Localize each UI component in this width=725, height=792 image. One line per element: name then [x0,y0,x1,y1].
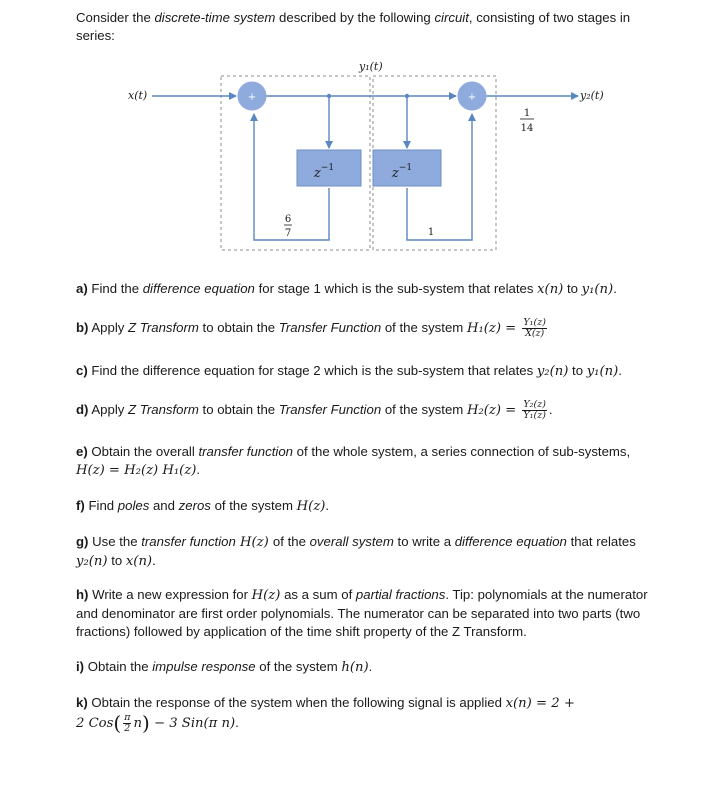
qb-text-1: Apply [88,319,129,335]
qc-text-1: Find the difference equation for stage 2 which is the sub-system that relates [87,363,537,378]
question-c-label: c) [76,363,88,378]
qg-text-5: to [107,553,126,568]
intro-emph-1: discrete-time system [154,10,276,25]
qf-text-4: . [325,498,330,513]
delay-block-2-label: $z^{-1}$ [391,163,413,181]
qd-text-3: of the system [381,401,467,417]
adder-1-sign: + [247,92,257,103]
qa-text-4: . [613,281,617,296]
gain1-denominator: 7 [284,228,292,239]
qc-text-3: . [618,363,622,378]
delay-block-1-label: $z^{-1}$ [313,163,335,181]
qf-emph-2: zeros [178,498,211,513]
intro-text-2: described by the following [275,10,435,25]
qd-text-1: Apply [88,401,129,417]
out-gain-numerator: 1 [523,108,531,119]
qi-text-2: of the system [255,659,342,674]
qe-text-1: Obtain the overall [87,444,199,459]
qb-text-3: of the system [381,319,467,335]
qk-math-2: 2 Cos [76,715,114,731]
qg-math-2: y₂(n) [76,554,108,569]
qk-paren-open: ( [113,710,122,735]
qb-frac-num: Y₁(z) [523,317,546,328]
question-i-label: i) [76,659,85,674]
qg-text-6: . [152,553,156,568]
qk-frac-num: π [124,712,131,723]
qh-math-1: H(z) [251,588,281,603]
qf-text-2: and [149,498,179,513]
qa-emph-1: difference equation [142,281,255,296]
qg-text-4: that relates [566,534,636,549]
qi-text-1: Obtain the [84,659,153,674]
qb-math-1: H₁(z) = [466,320,521,336]
qd-text-4: . [548,401,553,417]
qg-text-2: of the [272,534,310,549]
qb-text-2: to obtain the [198,319,279,335]
question-f-label: f) [76,498,85,513]
qg-emph-1: transfer function [141,534,236,549]
qd-emph-2: Transfer Function [278,401,382,417]
qk-paren-close: ) [141,710,150,735]
question-d-label: d) [76,401,89,417]
qa-math-1: x(n) [537,282,564,297]
qa-text-1: Find the [87,281,143,296]
question-h-label: h) [76,587,89,602]
qi-emph-1: impulse response [152,659,256,674]
qa-text-3: to [563,281,582,296]
qb-frac-den: X(z) [525,328,545,339]
intro-text-1: Consider the [76,10,155,25]
qb-emph-1: Z Transform [128,319,199,335]
qh-text-1: Write a new expression for [88,587,252,602]
qa-math-2: y₁(n) [581,282,614,297]
qb-emph-2: Transfer Function [278,319,382,335]
question-c [76,362,661,381]
question-g-label: g) [76,534,89,549]
qd-frac-den: Y₁(z) [523,410,546,421]
question-g [76,533,661,571]
intro-text-3: , consisting of two stages in series: [76,10,631,43]
qh-text-2: as a sum of [280,587,356,602]
qe-text-2: of the whole system, a series connection of sub-systems, [293,444,631,459]
question-h [76,586,661,641]
gain2-label: 1 [427,227,435,238]
qk-text-1: Obtain the response of the system when the following signal is applied [87,695,506,710]
question-e-label: e) [76,444,88,459]
output-label: y₂(t) [580,89,604,102]
qe-math-1: H(z) = H₂(z) H₁(z) [76,463,197,478]
question-k-label: k) [76,695,88,710]
qc-math-2: y₁(n) [586,364,619,379]
question-b [76,318,661,339]
question-a-label: a) [76,281,88,296]
adder-2-sign: + [467,92,477,103]
qk-math-3: n [133,715,142,731]
question-k [76,694,661,734]
question-e [76,443,661,480]
qb-fraction [522,318,547,339]
out-gain-denominator: 14 [520,123,534,134]
question-b-label: b) [76,319,89,335]
qa-text-2: for stage 1 which is the sub-system that relates [254,281,538,296]
qg-math-1: H(z) [235,535,273,550]
qg-text-1: Use the [88,534,142,549]
qe-emph-1: transfer function [198,444,293,459]
qh-text-3: . Tip: polynomials at the numerator and denominator are first order polynomials. The numerator can be separated into two parts (two fractions) followed by application of the time shift property of the Z Transform. [76,587,648,639]
question-a [76,280,661,299]
qf-math-1: H(z) [296,499,326,514]
qc-math-1: y₂(n) [536,364,569,379]
qg-emph-2: overall system [309,534,394,549]
qk-fraction [123,713,131,734]
question-d [76,400,661,421]
question-f [76,497,661,516]
qg-emph-3: difference equation [454,534,567,549]
qg-text-3: to write a [393,534,455,549]
question-i [76,658,661,677]
qd-emph-1: Z Transform [128,401,199,417]
qg-math-3: x(n) [125,554,153,569]
middle-label: y₁(t) [359,60,383,73]
qf-text-3: of the system [210,498,297,513]
qf-text-1: Find [84,498,118,513]
intro-emph-2: circuit [434,10,469,25]
qi-text-3: . [368,659,373,674]
qk-frac-den: 2 [124,723,131,734]
input-label: x(t) [128,89,148,102]
qf-emph-1: poles [117,498,150,513]
qk-math-4: − 3 Sin(π n) [149,715,236,731]
block-diagram [0,0,725,270]
qi-math-1: h(n) [341,660,369,675]
qd-frac-num: Y₂(z) [523,399,546,410]
qk-text-2: . [235,714,239,730]
qd-text-2: to obtain the [198,401,279,417]
qd-fraction [522,400,547,421]
qe-text-3: . [196,462,201,477]
qh-emph-1: partial fractions [355,587,446,602]
qk-math-1: x(n) = 2 + [505,696,575,711]
qd-math-1: H₂(z) = [466,402,521,418]
qc-text-2: to [568,363,587,378]
gain1-numerator: 6 [284,214,292,225]
